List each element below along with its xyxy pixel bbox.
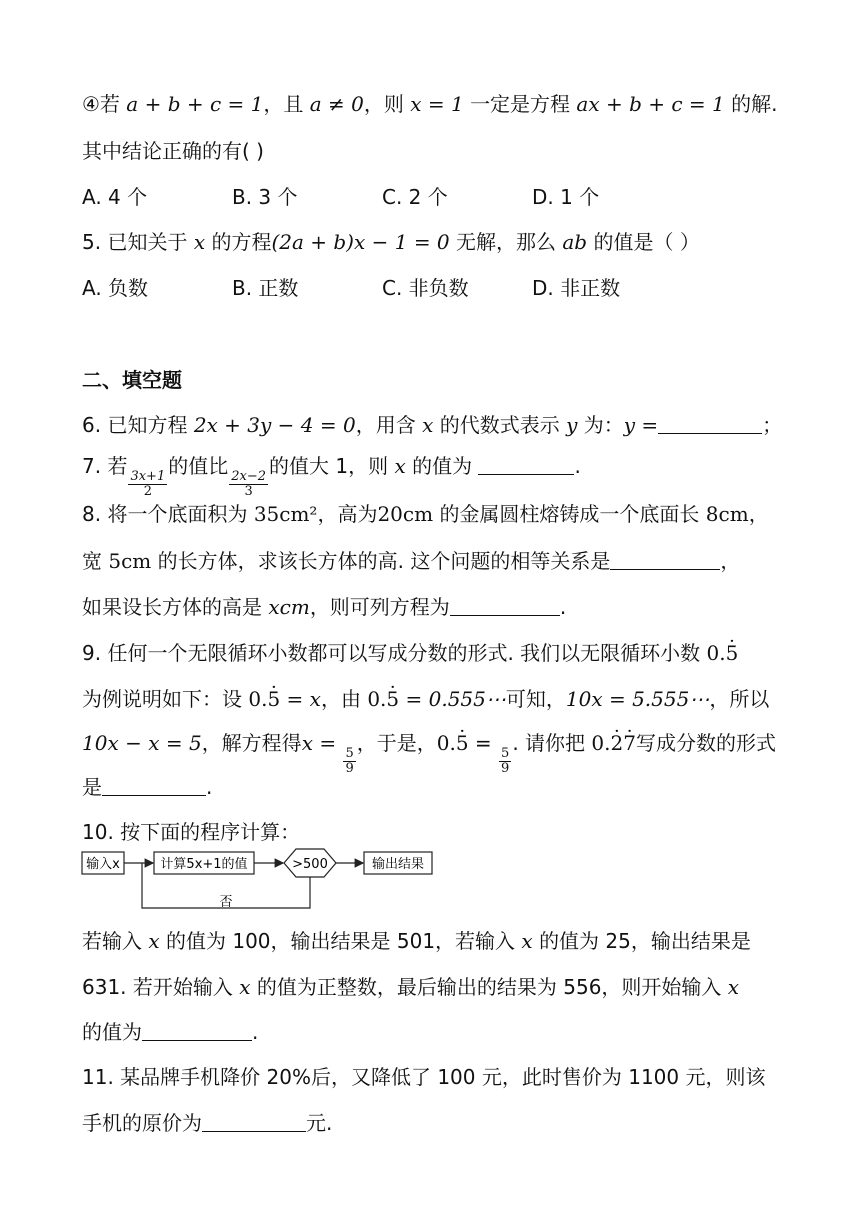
q10-answer-blank[interactable] [142,1022,252,1041]
q10-line2: 631. 若开始输入 x 的值为正整数，最后输出的结果为 556，则开始输入 x [82,975,740,999]
q4-option-b: B. 3 个 [232,185,298,209]
q5-option-b: B. 正数 [232,276,299,300]
section-heading-fill-blank: 二、填空题 [82,368,182,392]
q11-answer-blank[interactable] [202,1113,306,1132]
q4-cond1: a + b + c = 1 [126,92,264,116]
q9-answer-blank[interactable] [102,777,206,796]
flow-no-label: 否 [219,895,233,910]
q5-option-a: A. 负数 [82,276,149,300]
q9-line4: 是 . [82,775,213,799]
q8-line3: 如果设长方体的高是 xcm，则可列方程为 . [82,595,567,619]
q7-fraction-1: $\frac{3x+1}{2}$ [130,469,166,499]
q9-repeating-decimal-27: 0.2 ·7 · [591,731,636,755]
q4-option-c: C. 2 个 [382,185,448,209]
q8-line2: 宽 5cm 的长方体，求该长方体的高. 这个问题的相等关系是 ， [82,549,741,573]
q4-options [82,187,599,207]
q8-relation-blank[interactable] [610,551,720,570]
flow-condition-label: >500 [292,857,328,872]
q10-flowchart [80,846,460,916]
q4-question: 其中结论正确的有( ) [82,139,264,163]
q5-option-d: D. 非正数 [532,276,621,300]
q11-line1: 11. 某品牌手机降价 20%后，又降低了 100 元，此时售价为 1100 元，则该 [82,1065,766,1089]
q4-cond2: a ≠ 0 [309,92,364,116]
q5-eq: (2a + b)x − 1 = 0 [271,230,450,254]
q4-item4: ④若 a + b + c = 1，且 a ≠ 0，则 x = 1 一定是方程 ax + b + c = 1 的解. [82,92,778,116]
q4-eq: ax + b + c = 1 [576,92,725,116]
flow-compute-label: 计算5x+1的值 [160,857,248,872]
q7-answer-blank[interactable] [478,456,574,475]
q6-stem: 6. 已知方程 2x + 3y − 4 = 0，用含 x 的代数式表示 y 为：y = ； [82,413,783,437]
q6-answer-blank[interactable] [658,415,762,434]
q10-line3: 的值为 . [82,1020,259,1044]
q9-line2: 为例说明如下：设 0.5 · = x，由 0.5 · = 0.555⋯可知，10x = 5.555⋯，所以 [82,689,769,709]
q4-x: x = 1 [410,92,464,116]
q7-stem: 7. 若 $\frac{3x+1}{2}$ 的值比 $\frac{2x-2}{3}$ 的值大 1，则 x 的值为 . [82,454,581,499]
q5-options [82,278,620,298]
q9-line1: 9. 任何一个无限循环小数都可以写成分数的形式. 我们以无限循环小数 0.5 · [82,643,738,663]
q8-equation-blank[interactable] [450,597,560,616]
q4-option-d: D. 1 个 [532,185,600,209]
q4-option-a: A. 4 个 [82,185,148,209]
q9-line3: 10x − x = 5，解方程得x = $\frac{5}{9}$ ，于是，0.5 · = $\frac{5}{9}$ . 请你把 0.2 ·7 ·写成分数的形式 [82,733,776,775]
q8-line1: 8. 将一个底面积为 35cm²，高为20cm 的金属圆柱熔铸成一个底面长 8cm， [82,502,769,526]
q10-title: 10. 按下面的程序计算： [82,820,301,844]
q9-repeating-decimal: 0.5 · [707,641,739,665]
q5-stem: 5. 已知关于 x 的方程(2a + b)x − 1 = 0 无解，那么 ab 的值是（ ） [82,230,700,254]
flow-output-label: 输出结果 [371,857,425,872]
q5-option-c: C. 非负数 [382,276,469,300]
q11-line2: 手机的原价为 元. [82,1111,333,1135]
q10-line1: 若输入 x 的值为 100，输出结果是 501，若输入 x 的值为 25，输出结果是 [82,929,751,953]
q7-fraction-2: $\frac{2x-2}{3}$ [231,469,267,499]
flow-input-label: 输入x [86,857,120,872]
